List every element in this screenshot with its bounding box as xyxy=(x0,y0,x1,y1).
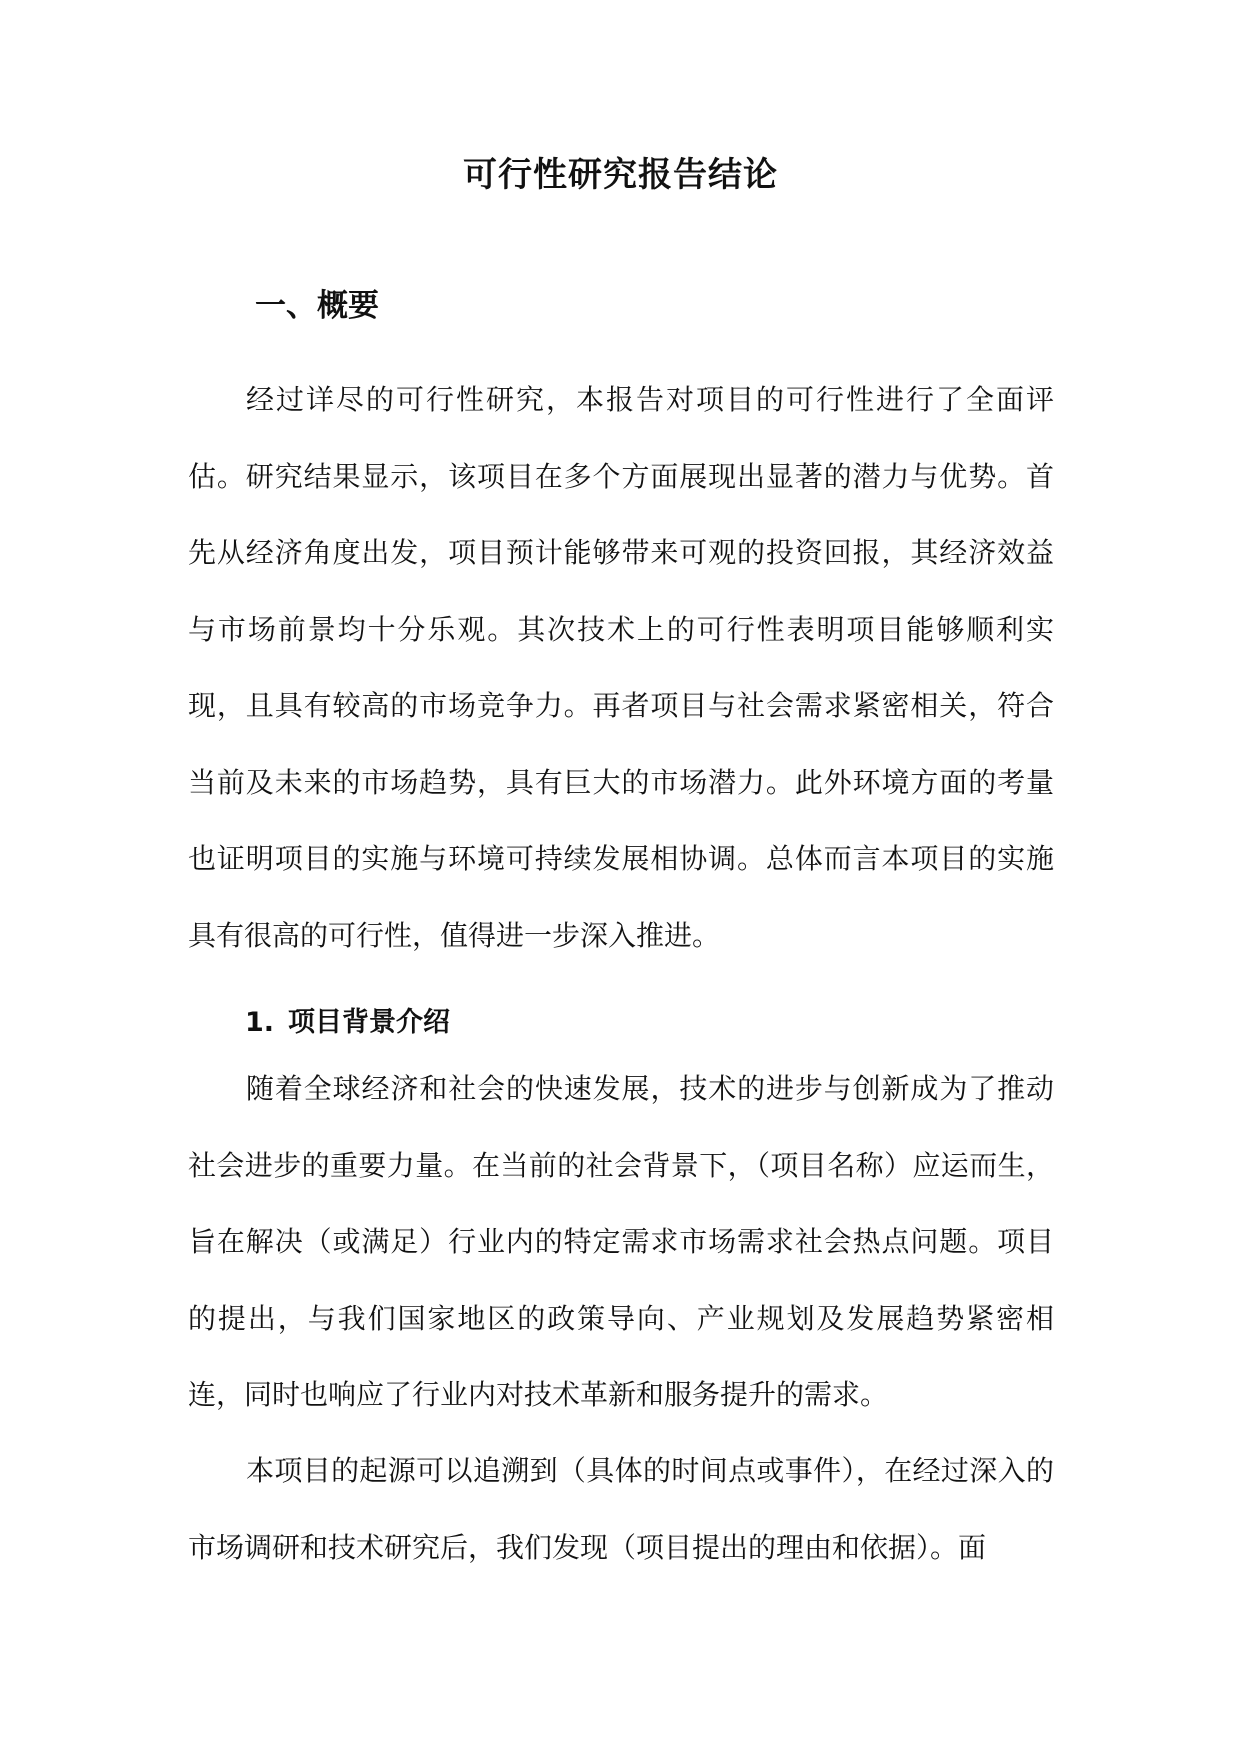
background-paragraph-2: 本项目的起源可以追溯到（具体的时间点或事件），在经过深入的市场调研和技术研究后，我们发现（项目提出的理由和依据）。面 xyxy=(188,1454,1054,1564)
section-heading-overview: 一、概要 xyxy=(255,288,379,324)
subsection-heading-background xyxy=(245,1003,450,1043)
subsection-title: 项目背景介绍 xyxy=(288,1007,451,1038)
subsection-number: 1. xyxy=(245,1007,275,1038)
overview-paragraph: 经过详尽的可行性研究，本报告对项目的可行性进行了全面评估。研究结果显示，该项目在多个方面展现出显著的潜力与优势。首先从经济角度出发，项目预计能够带来可观的投资回报，其经济效益与市场前景均十分乐观。其次技术上的可行性表明项目能够顺利实现，且具有较高的市场竞争力。再者项目与社会需求紧密相关，符合当前及未来的市场趋势，具有巨大的市场潜力。此外环境方面的考量也证明项目的实施与环境可持续发展相协调。总体而言本项目的实施具有很高的可行性，值得进一步深入推进。 xyxy=(188,383,1054,952)
background-paragraph-1: 随着全球经济和社会的快速发展，技术的进步与创新成为了推动社会进步的重要力量。在当前的社会背景下，（项目名称）应运而生，旨在解决（或满足）行业内的特定需求市场需求社会热点问题。项目的提出，与我们国家地区的政策导向、产业规划及发展趋势紧密相连，同时也响应了行业内对技术革新和服务提升的需求。 xyxy=(188,1072,1054,1411)
document-title: 可行性研究报告结论 xyxy=(463,155,778,195)
